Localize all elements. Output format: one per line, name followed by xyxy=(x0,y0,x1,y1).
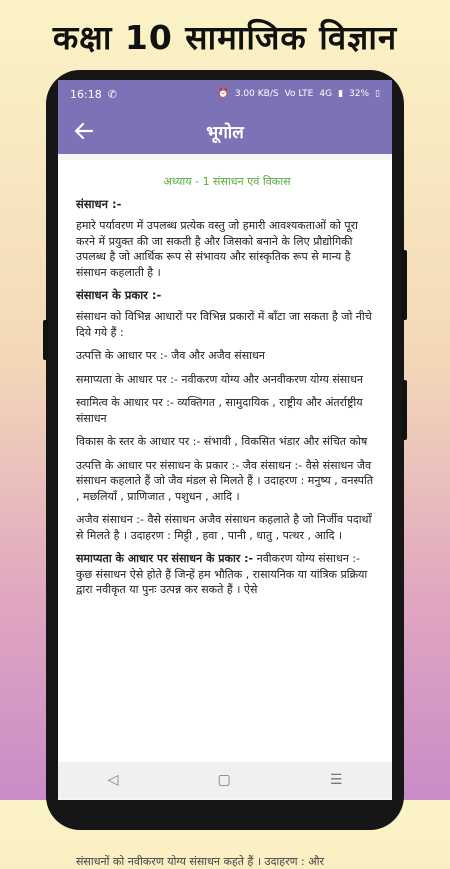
battery-icon: ▯ xyxy=(375,89,380,99)
status-speed: 3.00 KB/S xyxy=(234,89,279,99)
lesson-card xyxy=(58,160,392,772)
phone-volume-button xyxy=(402,380,407,440)
paragraph: संसाधन को विभिन्न आधारों पर विभिन्न प्रकारों में बाँटा जा सकता है जो नीचे दिये गये हैं : xyxy=(76,310,372,339)
list-item: स्वामित्व के आधार पर :- व्यक्तिगत , सामुदायिक , राष्ट्रीय और अंतर्राष्ट्रीय संसाधन xyxy=(76,396,363,425)
list-item: उत्पत्ति के आधार पर संसाधन के प्रकार :- जैव संसाधन :- वैसे संसाधन जैव संसाधन कहलाते हैं जो जैव मंडल से मिलते हैं । उदाहरण : मनुष्य , वनस्पति , मछलियाँ , प्राणिजात , पशुधन , आदि । xyxy=(76,458,374,503)
system-nav-bar xyxy=(58,762,392,798)
status-signal: 4G xyxy=(319,89,333,99)
whatsapp-icon: ✆ xyxy=(107,87,117,101)
recents-nav-icon[interactable]: ☰ xyxy=(329,772,343,788)
list-item xyxy=(76,551,378,598)
status-network: Vo LTE xyxy=(284,89,314,99)
section-heading: संसाधन के प्रकार :- xyxy=(76,288,162,302)
status-battery: 32% xyxy=(349,89,370,99)
phone-screen xyxy=(58,80,392,868)
status-time: 16:18 xyxy=(70,87,102,101)
list-item: विकास के स्तर के आधार पर :- संभावी , विकसित भंडार और संचित कोष xyxy=(76,435,368,448)
status-icons xyxy=(218,89,380,99)
signal-icon: ▮ xyxy=(338,89,344,99)
paragraph: हमारे पर्यावरण में उपलब्ध प्रत्येक वस्तु जो हमारी आवश्यकताओं को पूरा करने में प्रयुक्त की जा सकती है और जिसको बनाने के लिए प्रौद्योगिकी उपलब्ध है जो आर्थिक रूप से संभावय और सांस्कृतिक रूप से मान्य है संसाधन कहलाती है । xyxy=(76,219,358,279)
list-item-text: नवीकरण योग्य संसाधन :- कुछ संसाधन ऐसे होते हैं जिन्हें हम भौतिक , रासायनिक या यांत्रिक प्रक्रिया द्वारा नवीकृत या पुनः उत्पन्न कर सकते हैं । ऐसे xyxy=(76,552,368,596)
chapter-title: अध्याय - 1 संसाधन एवं विकास xyxy=(163,175,291,188)
content-scroll-area[interactable] xyxy=(58,154,392,868)
phone-side-button xyxy=(43,320,48,360)
list-item: उत्पत्ति के आधार पर :- जैव और अजैव संसाधन xyxy=(76,349,265,362)
phone-power-button xyxy=(402,250,407,320)
page-title: भूगोल xyxy=(206,122,244,143)
section-heading: संसाधन :- xyxy=(76,197,122,211)
back-nav-icon[interactable]: ◁ xyxy=(107,772,119,788)
alarm-icon: ⏰ xyxy=(217,89,229,99)
back-arrow-icon[interactable] xyxy=(72,119,96,143)
list-item: समाप्यता के आधार पर :- नवीकरण योग्य और अनवीकरण योग्य संसाधन xyxy=(76,372,363,386)
app-bar xyxy=(58,108,392,154)
list-item: अजैव संसाधन :- वैसे संसाधन अजैव संसाधन कहलाते है जो निर्जीव पदार्थों से मिलते है । उदाहरण : मिट्टी , हवा , पानी , धातु , पत्थर , आदि । xyxy=(76,513,372,542)
list-item-bold: समाप्यता के आधार पर संसाधन के प्रकार :- xyxy=(76,552,254,565)
home-nav-icon[interactable]: ▢ xyxy=(217,772,231,788)
app-banner-title: कक्षा 10 सामाजिक विज्ञान xyxy=(52,18,398,57)
status-bar xyxy=(58,80,392,108)
next-paragraph-peek: संसाधनों को नवीकरण योग्य संसाधन कहते हैं । उदाहरण : और xyxy=(76,855,325,868)
